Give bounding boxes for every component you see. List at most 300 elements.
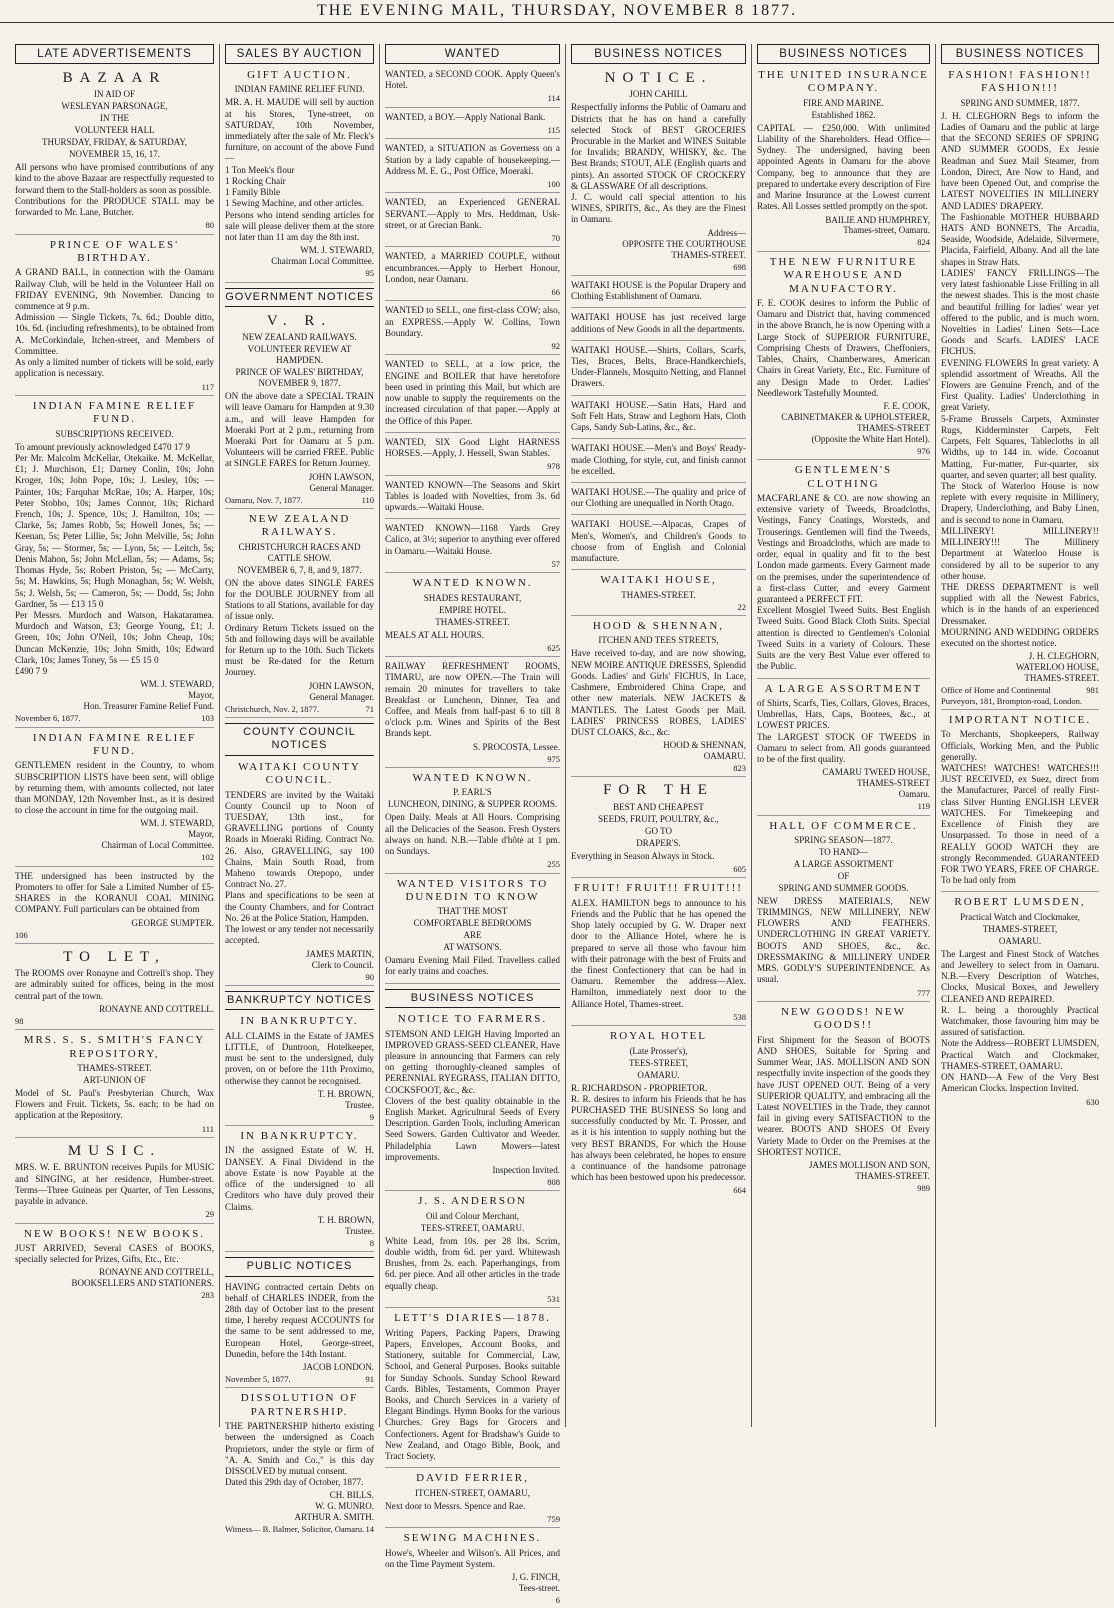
ad-signature: JAMES MARTIN, Clerk to Council. [306, 948, 374, 970]
ad-title: MUSIC. [67, 1143, 162, 1159]
ad-body: MR. A. H. MAUDE will sell by auction at his Stores, Tyne-street, on SATURDAY, 10th November, immediately after the sale of Mr. Fleck's furniture, on account of the above Fund — 1 Ton Meek's flour 1 Rocking Chair 1 Family Bible 1 Sewing Machine, and other articles. Persons who intend sending articles for sale will please deliver them at the store not later than 11 am day the 8th inst. [225, 97, 374, 243]
ad-body: WANTED, a BOY.—Apply National Bank. [385, 111, 546, 122]
ad-signature: BAILIE AND HUMPHREY, Thames-street, Oamaru. [825, 214, 930, 236]
advertisement [571, 400, 746, 440]
ad-number: 119 [917, 801, 930, 812]
ad-subtitle: OAMARU. [637, 1069, 680, 1080]
ad-number: 70 [551, 233, 560, 244]
ad-footer [15, 1016, 214, 1026]
ad-title: HALL OF COMMERCE. [769, 819, 918, 832]
advertisement [571, 443, 746, 483]
ad-body: WANTED, a SECOND COOK. Apply Queen's Hotel. [385, 69, 560, 91]
ad-number: 9 [369, 1111, 374, 1122]
advertisement [571, 620, 746, 777]
ad-subtitle: THAMES-STREET. [77, 1063, 152, 1074]
ad-title: FASHION! FASHION!! FASHION!!! [948, 69, 1092, 95]
ad-title: IN BANKRUPTCY. [240, 1130, 359, 1143]
advertisement [385, 143, 560, 193]
ad-body: First Shipment for the Season of BOOTS AND SHOES, Suitable for Spring and Summer Wear, JAS. MOLLISON AND SON respectfully invite inspection of the goods they have JUST OPENED OUT. Being of a very SUPERIOR QUALITY, and embracing all the Latest NOVELTIES in the Trade, they cannot fail in giving every SATISFACTION to the wearer. BOOTS AND SHOES Of Every Variety Made to Order on the Premises at the SHORTEST NOTICE. [757, 1034, 930, 1157]
ad-number: 630 [1086, 1096, 1099, 1107]
ad-footer [571, 602, 746, 612]
advertisement [385, 305, 560, 355]
ad-body: NEW DRESS MATERIALS, NEW TRIMMINGS, NEW MILLINERY, NEW FLOWERS AND FEATHERS. UNDERCLOTHING IN GREAT VARIETY. BOOTS AND SHOES, &c., &c. DRESSMAKING & MILLINERY UNDER MRS. GODLY'S SUPERINTENDENCE. As usual. [757, 895, 930, 985]
ad-subtitle: LUNCHEON, DINING, & SUPPER ROOMS. [387, 799, 558, 810]
ad-number: 111 [201, 1123, 214, 1134]
ad-body: CAPITAL — £250,000. With unlimited Liability of the Shareholders. Head Office—Sydney. The undersigned, having been appointed Agents in Oamaru for the above Company, beg to announce that they are prepared to undertake every description of Fire and Marine Insurance at the Lowest current Rates. All Losses settled promptly on the spot. [757, 122, 930, 212]
ad-subtitle: ARE [463, 930, 482, 941]
ad-body: WAITAKI HOUSE.—Men's and Boys' Ready-made Clothing, for style, cut, and finish cannot be excelled. [571, 443, 746, 476]
column-heading: BUSINESS NOTICES [571, 44, 746, 64]
ad-title: NEW BOOKS! NEW BOOKS. [24, 1227, 205, 1240]
ad-footer [385, 287, 560, 297]
ad-body: Oamaru Evening Mail Filed. Travellers called for early trains and coaches. [385, 955, 560, 977]
ad-number: 66 [551, 287, 560, 298]
columns-container [10, 44, 1110, 1606]
ad-subtitle: (Late Prosser's), [629, 1045, 688, 1056]
advertisement [385, 1472, 560, 1528]
ad-footer [571, 763, 746, 773]
ad-title: IMPORTANT NOTICE. [948, 713, 1092, 726]
ad-subtitle: A LARGE ASSORTMENT [793, 858, 894, 869]
ad-number: 976 [917, 445, 930, 456]
advertisement [571, 574, 746, 616]
ad-footer [15, 852, 214, 862]
ad-footer [15, 1124, 214, 1134]
ad-number: 22 [737, 601, 746, 612]
ad-subtitle: VOLUNTEER HALL [74, 125, 155, 136]
ad-subtitle: AT WATSON'S. [443, 942, 502, 953]
ad-body: WANTED, a SITUATION as Governess on a Station by a lady capable of housekeeping.—Address M. E. G., Post Office, Moeraki. [385, 143, 560, 176]
ad-body: WAITAKI HOUSE.—Alpacas, Crapes of Men's, Women's, and Children's Goods to choose from of English and Colonial manufacture. [571, 519, 746, 564]
advertisement [385, 480, 560, 520]
ad-footer [385, 643, 560, 653]
ad-number: 102 [201, 852, 214, 863]
advertisement [941, 69, 1099, 710]
ad-subtitle: DRAPER'S. [636, 837, 681, 848]
ad-body: MRS. W. E. BRUNTON receives Pupils for MUSIC and SINGING, at her residence, Humber-street. Terms—Three Guineas per Quarter, of Ten Lessons, payable in advance. [15, 1162, 214, 1206]
ad-subtitle: IN THE [99, 113, 130, 124]
ad-footer-note: Christchurch, Nov. 2, 1877. [225, 703, 320, 714]
ad-footer [941, 685, 1099, 706]
masthead: THE EVENING MAIL, THURSDAY, NOVEMBER 8 1877. [0, 0, 1114, 23]
ad-body: ON the above date a SPECIAL TRAIN will leave Oamaru for Hampden at 9.30 a.m., and will leave Hampden for Moeraki Port at 2 p.m., returning from Moeraki Port for Oamaru at 5 p.m. Volunteers will be carried FREE. Public at SINGLE FARES for Return Journey. [225, 391, 374, 469]
advertisement [385, 197, 560, 247]
section-heading: GOVERNMENT NOTICES [225, 288, 374, 307]
ad-footer [571, 262, 746, 272]
ad-subtitle: SPRING AND SUMMER, 1877. [960, 97, 1080, 108]
ad-title: INDIAN FAMINE RELIEF FUND. [32, 731, 197, 757]
ad-body: To Merchants, Shopkeepers, Railway Officials, Working Men, and the Public generally. WATCHES! WATCHES! WATCHES!!! JUST RECEIVED, ex Suez, direct from the Manufacturer, Parcel of really First-class Silver Hunting ENGLISH LEVER WATCHES. For Timekeeping and Excellence of Finish they are Unsurpassed. To those in need of a REALLY GOOD WATCH they are strongly Recommended. GUARANTEED FOR TWO YEARS, FREE OF CHARGE. To be had only from [941, 729, 1099, 886]
ad-subtitle: INDIAN FAMINE RELIEF FUND. [234, 84, 365, 95]
ad-subtitle: TO HAND— [818, 846, 869, 857]
ad-title: SEWING MACHINES. [403, 1532, 542, 1545]
ad-number: 92 [551, 341, 560, 352]
ad-number: 808 [547, 1177, 560, 1188]
column-heading: LATE ADVERTISEMENTS [15, 44, 214, 64]
ad-subtitle: OF [837, 870, 850, 881]
advertisement [225, 1282, 374, 1389]
ad-title: NOTICE TO FARMERS. [397, 1013, 548, 1026]
ad-signature: S. PROCOSTA, Lessee. [472, 741, 560, 752]
ad-subtitle: SEEDS, FRUIT, POULTRY, &c., [598, 813, 719, 824]
section-heading: COUNTY COUNCIL NOTICES [225, 723, 374, 756]
ad-number: 823 [733, 763, 746, 774]
advertisement [385, 69, 560, 108]
advertisement [757, 256, 930, 460]
ad-number: 29 [205, 1209, 214, 1220]
ad-number: 531 [547, 1293, 560, 1304]
ad-number: 114 [547, 93, 560, 104]
ad-number: 255 [547, 859, 560, 870]
ad-footer [385, 93, 560, 103]
ad-footer [225, 495, 374, 505]
ad-body: STEMSON AND LEIGH Having Imported an IMPROVED GRASS-SEED CLEANER, Have pleasure in announcing that Farmers can rely on getting thoroughly-cleaned samples of PERENNIAL RYEGRASS, ITALIAN DITTO, COCKSFOOT, &c., &c. Clovers of the best quality obtainable in the English Market. Agricultural Seeds of Every Description. Garden Tools, including American Seed Sowers. Garden Cultivator and Weeder. Philadelphia Lawn Mowers—latest improvements. [385, 1028, 560, 1162]
ad-body: All persons who have promised contributions of any kind to the above Bazaar are respectfully requested to forward them to the Stall-holders as soon as possible. Contributions for the PRODUCE STALL may be forwarded to Mr. Lane, Butcher. [15, 162, 214, 217]
advertisement [571, 280, 746, 308]
ad-number: 978 [547, 461, 560, 472]
column-5 [752, 44, 936, 1427]
ad-body: IN the assigned Estate of W. H. DANSEY. A Final Dividend in the above Estate is now Payable at the office of the undersigned to all Creditors who have duly proved their Claims. [225, 1145, 374, 1212]
ad-footer [757, 988, 930, 998]
ad-footer [385, 1595, 560, 1605]
ad-signature: RONAYNE AND COTTRELL, BOOKSELLERS AND STATIONERS. [71, 1267, 214, 1289]
section-heading: BANKRUPTCY NOTICES [225, 991, 374, 1010]
ad-subtitle: Established 1862. [811, 109, 876, 120]
ad-body: ALL CLAIMS in the Estate of JAMES LITTLE, of Duntroon, Hotelkeeper, must be sent to the undersigned, duly proven, on or before the 11th Proximo, otherwise they cannot be recognised. [225, 1030, 374, 1086]
ad-signature: F. E. COOK, CABINETMAKER & UPHOLSTERER, THAMES-STREET (Opposite the White Hart Hotel). [781, 401, 930, 444]
ad-signature: JACOB LONDON. [302, 1362, 374, 1373]
ad-footer [15, 382, 214, 392]
advertisement [225, 312, 374, 509]
ad-body: WAITAKI HOUSE has just received large additions of New Goods in all the departments. [571, 312, 746, 334]
advertisement [757, 464, 930, 678]
ad-body: WAITAKI HOUSE.—Satin Hats, Hard and Soft Felt Hats, Straw and Leghorn Hats, Cloth Caps, Sandy Sub-Latins, &c., &c. [571, 399, 746, 433]
column-2 [220, 44, 380, 1535]
ad-number: 100 [547, 179, 560, 190]
ad-title: A LARGE ASSORTMENT [764, 682, 923, 695]
column-heading: BUSINESS NOTICES [757, 44, 930, 64]
ad-title: MRS. S. S. SMITH'S FANCY REPOSITORY, [23, 1034, 206, 1060]
ad-body: J. H. CLEGHORN Begs to inform the Ladies of Oamaru and the public at large that the SECOND SERIES OF SPRING AND SUMMER GOODS, Ex Jessie Readman and Suez Mail Steamer, from London, Direct, Are Now to Hand, and have been Opened Out, and comprise the LATEST NOVELTIES IN MILLINERY AND LADIES' DRAPERY. The Fashionable MOTHER HUBBARD HATS AND BONNETS, The Arcadia, Seaside, Woodside, Adelaide, Silvermere, Placida, Fairfield, Albany. And all the late shapes in Straw Hats. LADIES' FANCY FRILLINGS—The very latest fashionable Lisse Frilling in all the newest shades. This is the most chaste and beautiful frilling for ladies' wear yet offered to the public, and is much worn. Novelties in Ladies' Linen Sets—Lace Goods and Scarfs. LADIES' LACE FICHUS. EVENING FLOWERS In great variety. A splendid assortment of Wreaths. All the Flowers are Genuine French, and of the First Quality. Ladies' Underclothing in great Variety. 5-Frame Brussels Carpets, Axminster Rugs, Kidderminster Carpets, Felt Carpets, Felt Squares, Tablecloths in all Widths, up to 144 in. wide. Cocoanut Matting, Fur-matter, Fur-quarter, six quarter, and seven quarter; all best quality. The Stock of Waterloo House is now replete with every requisite in Millinery, Drapery, Underclothing, and Baby Linen, and is second to none in Oamaru. MILLINERY! MILLINERY!! MILLINERY!!! The Millinery Department at Waterloo House is considered by all to be superior to any other house. THE DRESS DEPARTMENT is well supplied with all the Newest Fabrics, which is in the hands of an experienced Dressmaker. MOURNING AND WEDDING ORDERS executed on the shortest notice. [941, 110, 1099, 649]
ad-body: WANTED, an Experienced GENERAL SERVANT.—Apply to Mrs. Heddman, Usk-street, or at Grecian Bank. [385, 197, 560, 230]
ad-number: 283 [201, 1290, 214, 1301]
ad-subtitle: OAMARU. [998, 935, 1042, 946]
ad-subtitle: TEES-STREET, [628, 1057, 689, 1068]
ad-footer [757, 446, 930, 456]
ad-title: BAZAAR [62, 70, 167, 87]
ad-number: 824 [917, 237, 930, 248]
ad-body: The ROOMS over Ronayne and Cottrell's shop. They are admirably suited for offices, being in the most central part of the town. [15, 968, 214, 1001]
advertisement [757, 820, 930, 1002]
ad-footer-note: November 6, 1877. [15, 713, 81, 724]
ad-body: Next door to Messrs. Spence and Rae. [385, 1500, 526, 1511]
ad-number: 6 [555, 1595, 560, 1606]
column-heading: SALES BY AUCTION [225, 44, 374, 64]
ad-title: ROBERT LUMSDEN, [954, 896, 1086, 909]
ad-footer [385, 461, 560, 471]
column-heading: BUSINESS NOTICES [941, 44, 1099, 64]
advertisement [385, 1312, 560, 1468]
ad-number: 117 [201, 381, 214, 392]
advertisement [15, 400, 214, 728]
ad-subtitle: EMPIRE HOTEL. [439, 604, 506, 615]
ad-signature: JAMES MOLLISON AND SON, THAMES-STREET. [808, 1160, 930, 1182]
ad-body: WAITAKI HOUSE.—The quality and price of our Clothing are unequalled in North Otago. [571, 487, 746, 509]
advertisement [225, 69, 374, 283]
ad-title: PRINCE OF WALES' BIRTHDAY. [49, 238, 180, 264]
ad-body: WAITAKI HOUSE is the Popular Drapery and Clothing Establishment of Oamaru. [571, 279, 746, 302]
ad-title: THE UNITED INSURANCE COMPANY. [758, 69, 929, 95]
ad-number: 759 [547, 1513, 560, 1524]
ad-subtitle: THAT THE MOST [437, 906, 508, 917]
ad-subtitle: ART-UNION OF [83, 1075, 146, 1086]
section-heading: PUBLIC NOTICES [225, 1257, 374, 1276]
ad-footer [385, 1294, 560, 1304]
ad-subtitle: Practical Watch and Clockmaker, [960, 911, 1080, 922]
ad-title: NOTICE. [604, 70, 713, 87]
ad-number: 103 [201, 713, 214, 724]
ad-number: 14 [365, 1524, 374, 1535]
ad-title: TO LET, [63, 948, 166, 965]
ad-subtitle: SHADES RESTAURANT, [423, 592, 522, 603]
ad-footer [385, 233, 560, 243]
ad-body: WANTED, SIX Good Light HARNESS HORSES.—Apply, J. Hessell, Swan Stables. [385, 436, 560, 458]
ad-body: MEALS AT ALL HOURS. [385, 629, 485, 640]
advertisement [385, 772, 560, 874]
ad-body: Have received to-day, and are now showing, NEW MOIRE ANTIQUE DRESSES, Splendid Goods. Ladies' and Girls' FICHUS, In Lace, Cashmere, Embroidered China Crape, and other new materials. NEW JACKETS & MANTLES. The Latest Goods per Mail. LADIES' PRINCESS ROBES, LADIES' DUST CLOAKS, &c., &c. [571, 648, 746, 737]
advertisement [571, 345, 746, 396]
ad-footer [225, 704, 374, 714]
advertisement [571, 1030, 746, 1199]
ad-number: 110 [361, 494, 374, 505]
ad-footer [225, 1238, 374, 1248]
ad-footer [15, 930, 214, 940]
ad-number: 989 [917, 1183, 930, 1194]
ad-title: WANTED KNOWN. [412, 771, 533, 784]
ad-number: 8 [369, 1237, 374, 1248]
ad-number: 698 [733, 261, 746, 272]
ad-footer [757, 1183, 930, 1193]
ad-title: DISSOLUTION OF PARTNERSHIP. [240, 1392, 359, 1418]
ad-body: Open Daily. Meals at All Hours. Comprising all the Delicacies of the Season. Fresh Oysters always on hand. N.B.—Table d'hôte at 1 pm. on Sundays. [385, 812, 560, 856]
advertisement [15, 1228, 214, 1304]
column-3 [380, 44, 566, 1606]
ad-number: 91 [365, 1374, 374, 1384]
ad-subtitle: FIRE AND MARINE. [803, 97, 884, 108]
ad-footer [385, 559, 560, 569]
ad-subtitle: COMFORTABLE BEDROOMS [413, 918, 532, 929]
ad-body: TENDERS are invited by the Waitaki County Council up to Noon of TUESDAY, 13th inst., for GRAVELLING portions of County Roads in Moeraki Riding. Contract No. 26. Also, GRAVELLING, say 100 Chains, Main South Road, from Maheno towards Otepopo, under Contract No. 27. Plans and specifications to be seen at the County Chambers, and for Contract No. 26 at the Police Station, Hampden. The lowest or any tender not necessarily accepted. [225, 789, 374, 946]
ad-subtitle: SPRING SEASON—1877. [794, 834, 893, 845]
ad-body: A GRAND BALL, in connection with the Oamaru Railway Club, will be held in the Volunteer Hall on FRIDAY EVENING, 9th November. Dancing to commence at 9 p.m. Admission — Single Tickets, 7s. 6d.; Double ditto, 10s. 6d. (including refreshments), to be obtained from A. McCorkindale, Itchen-street, and Members of Committee. As only a limited number of tickets will be sold, early application is necessary. [15, 267, 214, 379]
advertisement [385, 1013, 560, 1191]
ad-subtitle: NOVEMBER 6, 7, 8, and 9, 1877. [237, 564, 362, 575]
ad-subtitle: JOHN CAHILL [629, 89, 688, 100]
ad-number: 115 [547, 125, 560, 136]
advertisement [571, 781, 746, 878]
ad-number: 605 [733, 863, 746, 874]
ad-body: THE PARTNERSHIP hitherto existing between the undersigned as Coach Proprietors, under the style or firm of "A. A. Smith and Co.," is this day DISSOLVED by mutual consent. Dated this 29th day of October, 1877. [225, 1421, 374, 1488]
ad-signature: WM. J. STEWARD, Mayor, Chairman of Local Committee. [101, 818, 214, 851]
ad-signature: T. H. BROWN, Trustee. [317, 1088, 374, 1110]
ad-number: 625 [547, 642, 560, 653]
advertisement [15, 1034, 214, 1138]
ad-signature: CH. BILLS. W. G. MUNRO. ARTHUR A. SMITH. [294, 1490, 374, 1523]
ad-footer [15, 713, 214, 723]
advertisement [571, 487, 746, 515]
ad-subtitle: P. EARL'S [453, 787, 492, 798]
section-heading: BUSINESS NOTICES [385, 989, 560, 1008]
advertisement [15, 1142, 214, 1224]
ad-title: J. S. ANDERSON [418, 1195, 527, 1208]
ad-footer-note: 98 [15, 1015, 24, 1026]
advertisement [571, 882, 746, 1026]
ad-footer [225, 972, 374, 982]
ad-body: ON the above dates SINGLE FARES for the DOUBLE JOURNEY from all Stations to all Stations, available for day of issue only. Ordinary Return Tickets issued on the 5th and following days will be available for Return up to the 10th. Such Tickets must be Re-dated for the Return Journey. [225, 577, 374, 678]
ad-title: INDIAN FAMINE RELIEF FUND. [32, 399, 197, 426]
ad-footer [385, 1514, 560, 1524]
ad-subtitle: SUBSCRIPTIONS RECEIVED. [55, 428, 174, 439]
ad-title: FRUIT! FRUIT!! FRUIT!!! [574, 882, 743, 895]
ad-footer [385, 1177, 560, 1187]
ad-footer [225, 268, 374, 278]
advertisement [385, 878, 560, 984]
advertisement [385, 112, 560, 140]
ad-title: THE NEW FURNITURE WAREHOUSE AND MANUFACTORY. [769, 255, 918, 295]
ad-title: FOR THE [603, 782, 714, 799]
advertisement [571, 519, 746, 570]
ad-footer [757, 237, 930, 247]
ad-title: V. R. [266, 312, 333, 329]
ad-title: NEW ZEALAND RAILWAYS. [248, 512, 351, 539]
ad-body: ALEX. HAMILTON begs to announce to his Friends and the Public that he has opened the Shop lately occupied by G. W. Draper next door to the Alliance Hotel, where he is prepared to serve all those who favour him with their patronage with the best of Fruits and the finest Confectionery that can be had in Oamaru. Remember the address—Alex. Hamilton, immediately next door to the Alliance Hotel, Thames-street. [571, 897, 746, 1009]
ad-body: R. RICHARDSON - PROPRIETOR. R. R. desires to inform his Friends that he has PURCHASED THE BUSINESS So long and successfully conducted by Mr. T. Prosser, and as it is his intention to supply nothing but the very BEST BRANDS, For which the House has always been celebrated, he hopes to ensure a continuance of the handsome patronage which has been bestowed upon his predecessor. [571, 1082, 746, 1183]
ad-body: Writing Papers, Packing Papers, Drawing Papers, Envelopes, Account Books, and Stationery, suitable for Commercial, Law, School, and General Purposes. Books suitable for Sunday Schools. Sunday School Reward Cards. Bibles, Testaments, Common Prayer Books, and Church Services in a variety of Elegant Bindings. Hymn Books for the various Churches. Grey Bags for Grocers and Confectioners. Agent for Bradshaw's Guide to New Zealand, and Otago Bible, Book, and Tract Society. [385, 1327, 560, 1462]
ad-footer [225, 1524, 374, 1534]
ad-signature: WM. J. STEWARD, Chairman Local Committee. [271, 245, 374, 267]
ad-body: F. E. COOK desires to inform the Public of Oamaru and District that, having commenced in the above Branch, he is now Opening with a Large Stock of SUPERIOR FURNITURE, Comprising Chests of Drawers, Cheffoniers, Tables, Chairs, Chamberwares, American Chairs in Great Variety, Etc., Etc. Furniture of any Design Made to Order. Ladies' Needlework Tastefully Mounted. [757, 298, 930, 398]
advertisement [15, 69, 214, 235]
advertisement [757, 683, 930, 816]
ad-footer [15, 1209, 214, 1219]
advertisement [385, 251, 560, 301]
ad-title: LETT'S DIARIES—1878. [394, 1312, 551, 1325]
ad-subtitle: ITCHEN AND TEES STREETS, [598, 635, 719, 646]
ad-body: WAITAKI HOUSE.—Shirts, Collars, Scarfs, Ties, Braces, Belts, Brace-Handkerchiefs, Under-Flannels, Mosquito Netting, and Flannel Drawers. [571, 344, 746, 389]
advertisement [385, 359, 560, 432]
column-6 [936, 44, 1104, 1427]
ad-body: THE undersigned has been instructed by the Promoters to offer for Sale a Limited Number of £5-SHARES in the KORANUI COAL MINING COMPANY. Full particulars can be obtained from [15, 870, 214, 915]
advertisement [385, 1532, 560, 1608]
ad-body: HAVING contracted certain Debts on behalf of CHARLES INDER, from the 28th day of October last to the present time, I hereby request ACCOUNTS for the same to be sent addressed to me, European Hotel, George-street, Dunedin, before the 14th Instant. [225, 1281, 374, 1359]
ad-signature: GEORGE SUMPTER. [131, 917, 214, 928]
ad-title: NEW GOODS! NEW GOODS!! [781, 1005, 906, 1032]
ad-body: JUST ARRIVED, Several CASES of BOOKS, specially selected for Prizes, Gifts, Etc., Etc. [15, 1242, 214, 1265]
advertisement [225, 761, 374, 986]
ad-body: WANTED, a MARRIED COUPLE, without encumbrances.—Apply to Herbert Honour, London, near Oamaru. [385, 251, 560, 284]
ad-number: 95 [365, 268, 374, 279]
ad-title: HOOD & SHENNAN, [592, 620, 725, 633]
ad-footer [571, 1012, 746, 1022]
ad-subtitle: CHRISTCHURCH RACES AND CATTLE SHOW. [238, 541, 361, 563]
ad-subtitle: GO TO [645, 825, 672, 836]
ad-signature: J. G. FINCH, Tees-street. [511, 1572, 560, 1594]
ad-signature: RONAYNE AND COTTRELL. [99, 1003, 214, 1014]
ad-footer [225, 1374, 374, 1384]
advertisement [941, 896, 1099, 1110]
ad-body: WANTED KNOWN—The Seasons and Skirt Tables is loaded with Novelties, from 3s. 6d upwards.—Waitaki House. [385, 479, 560, 512]
ad-footer [941, 1097, 1099, 1107]
advertisement [225, 1130, 374, 1252]
ad-number: 538 [733, 1011, 746, 1022]
ad-title: ROYAL HOTEL [609, 1030, 708, 1043]
ad-subtitle: THURSDAY, FRIDAY, & SATURDAY, [41, 137, 188, 148]
advertisement [385, 577, 560, 657]
ad-number: 975 [547, 753, 560, 764]
ad-signature: J. H. CLEGHORN, WATERLOO HOUSE, THAMES-STREET. [1016, 651, 1099, 684]
ad-footer-note: Witness— B. Balmer, Solicitor, Oamaru. [225, 1524, 365, 1535]
ad-footer [385, 754, 560, 764]
ad-subtitle: THAMES-STREET. [435, 616, 510, 627]
ad-subtitle: Oil and Colour Merchant, [426, 1210, 519, 1221]
ad-body: MACFARLANE & CO. are now showing an extensive variety of Tweeds, Broadcloths, Vestings, Fancy Coatings, Worsteds, and Trouserings. Gentlemen will find the Tweeds, Vestings and Broadcloths, which are made to order, equal in quality and fit to the best London made garments. Every Garment made on the premises, under the superintendence of a first-class Cutter, and every Garment guaranteed a PERFECT FIT. Excellent Mosgiel Tweed Suits. Best English Tweed Suits. Good Black Cloth Suits. Special attention is directed to Gentlemen's Colonial Tweed Suits in a variety of Colours. These Suits are the very Best Value ever offered to the Public. [757, 493, 930, 672]
ad-subtitle: ITCHEN-STREET, OAMARU, [414, 1487, 531, 1498]
ad-subtitle: WESLEYAN PARSONAGE, [61, 101, 168, 112]
advertisement [571, 69, 746, 276]
ad-subtitle: THAMES-STREET. [621, 589, 696, 600]
ad-signature: JOHN LAWSON, General Manager. [308, 680, 374, 702]
ad-title: WAITAKI COUNTY COUNCIL. [238, 760, 361, 787]
ad-signature: WM. J. STEWARD, Mayor, Hon. Treasurer Famine Relief Fund. [83, 679, 214, 712]
ad-footer [15, 220, 214, 230]
ad-number: 981 [1086, 685, 1099, 696]
advertisement [385, 523, 560, 573]
ad-title: WANTED KNOWN. [412, 577, 533, 590]
advertisement [385, 1195, 560, 1308]
ad-footer [225, 1112, 374, 1122]
ad-number: 90 [365, 971, 374, 982]
ad-footer-note: Office of Home and Continental Purveyors, 181, Brompton-road, London. [941, 685, 1082, 706]
ad-body: White Lead, from 10s. per 28 lbs. Scrim, double width, from 6d. per yard. Whitewash Brushes, from 2s. each. Paperhangings, from 6d. per piece. And all other articles in the trade equally cheap. [385, 1235, 560, 1291]
ad-title: WAITAKI HOUSE, [600, 574, 717, 587]
advertisement [15, 948, 214, 1030]
advertisement [15, 732, 214, 867]
ad-signature: Address— OPPOSITE THE COURTHOUSE THAMES-STREET. [622, 227, 746, 260]
ad-footer-note: 106 [15, 929, 28, 940]
ad-body: Everything in Season Always in Stock. [571, 850, 715, 861]
ad-subtitle: TEES-STREET, OAMARU. [420, 1222, 525, 1233]
column-1 [10, 44, 220, 1427]
ad-signature: CAMARU TWEED HOUSE, THAMES-STREET Oamaru. [822, 767, 930, 800]
ad-subtitle: THAMES-STREET, [982, 923, 1058, 934]
advertisement [225, 513, 374, 718]
ad-footer-note: Oamaru, Nov. 7, 1877. [225, 494, 303, 505]
ad-signature: HOOD & SHENNAN, OAMARU. [663, 740, 746, 762]
ad-body: of Shirts, Scarfs, Ties, Collars, Gloves, Braces, Umbrellas, Hats, Caps, Bootees, &c., at LOWEST PRICES. The LARGEST STOCK OF TWEEDS in Oamaru to select from. All goods guaranteed to be of the first quality. [757, 697, 930, 765]
ad-footer [385, 179, 560, 189]
ad-title: DAVID FERRIER, [416, 1472, 529, 1485]
ad-subtitle: SPRING AND SUMMER GOODS. [778, 882, 909, 893]
ad-title: IN BANKRUPTCY. [240, 1015, 359, 1028]
ad-title: GIFT AUCTION. [247, 69, 352, 82]
ad-title: GENTLEMEN'S CLOTHING [794, 464, 893, 490]
advertisement [225, 1392, 374, 1537]
ad-body: GENTLEMEN resident in the Country, to whom SUBSCRIPTION LISTS have been sent, will oblige by returning them, with amounts collected, not later than MONDAY, 12th November Inst., as it is desired to close the account in time for the outgoing mail. [15, 760, 214, 816]
ad-body: RAILWAY REFRESHMENT ROOMS, TIMARU, are now OPEN.—The Train will remain 20 minutes for travellers to take Breakfast or Luncheon, Dinner, Tea and Coffee, and Meals from half-past 6 to till 8 o'clock p.m. Wines and Spirits of the Best Brands kept. [385, 661, 560, 739]
ad-footer [571, 1185, 746, 1195]
advertisement [571, 312, 746, 340]
column-4 [566, 44, 752, 1427]
